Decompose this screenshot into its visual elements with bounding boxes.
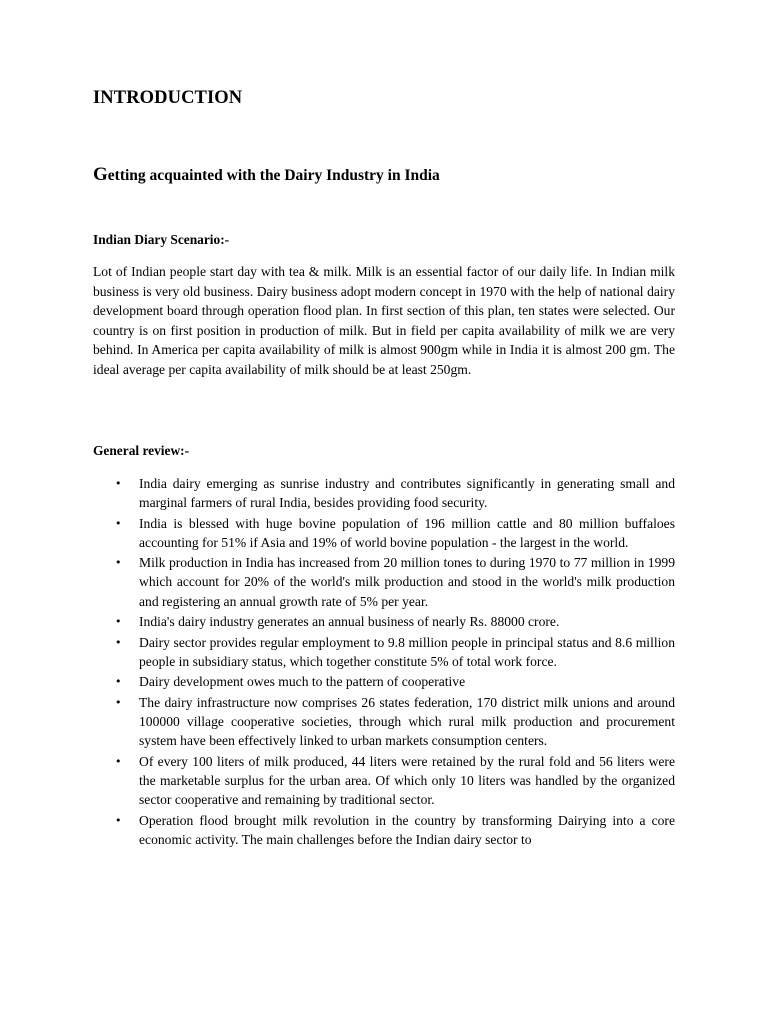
list-item-text: Of every 100 liters of milk produced, 44 liters were retained by the rural fold and 56 liters were the marketable surplus for the urban area. Of which only 10 liters was handled by the organized sector cooperative and remaining by traditional sector. — [139, 753, 675, 807]
list-item — [93, 553, 675, 610]
bullet-icon: • — [115, 675, 122, 689]
list-item — [93, 693, 675, 750]
list-item-text: India is blessed with huge bovine population of 196 million cattle and 80 million buffaloes accounting for 51% if Asia and 19% of world bovine population - the largest in the world. — [139, 515, 675, 550]
bullet-icon: • — [115, 635, 122, 649]
bullet-icon: • — [115, 813, 122, 827]
list-item — [93, 811, 675, 849]
bullet-icon: • — [115, 516, 122, 530]
subtitle-initial: G — [93, 164, 108, 185]
list-item-text: India dairy emerging as sunrise industry and contributes significantly in generating small and marginal farmers of rural India, besides providing food security. — [139, 476, 675, 511]
list-item-text: The dairy infrastructure now comprises 26 states federation, 170 district milk unions and around 100000 village cooperative societies, through which rural milk production and procurement system have been effectively linked to urban markets consumption centers. — [139, 695, 675, 749]
bullet-icon: • — [115, 556, 122, 570]
scenario-heading: Indian Diary Scenario:- — [93, 232, 230, 247]
subtitle-text: etting acquainted with the Dairy Industry in India — [107, 167, 440, 184]
list-item — [93, 752, 675, 809]
scenario-paragraph: Lot of Indian people start day with tea & milk. Milk is an essential factor of our daily life. In Indian milk business is very old business. Dairy business adopt modern concept in 1970 with the help of national dairy development board through operation flood plan. In first section of this plan, ten states were selected. Our country is on first position in production of milk. But in field per capita availability of milk we are very behind. In America per capita availability of milk is almost 900gm while in India it is almost 200 gm. The ideal average per capita availability of milk should be at least 250gm. — [93, 264, 675, 377]
bullet-icon: • — [115, 696, 122, 710]
list-item-text: India's dairy industry generates an annual business of nearly Rs. 88000 crore. — [139, 614, 560, 630]
document-subtitle — [93, 164, 440, 186]
review-heading: General review:- — [93, 443, 190, 458]
page-title: INTRODUCTION — [93, 88, 243, 108]
bullet-icon: • — [115, 477, 122, 490]
list-item — [93, 633, 675, 671]
list-item — [93, 672, 675, 691]
list-item-text: Milk production in India has increased from 20 million tones to during 1970 to 77 million in 1999 which account for 20% of the world's milk production and stood in the world's milk production and registering an annual growth rate of 5% per year. — [139, 555, 675, 609]
list-item — [93, 612, 675, 631]
list-item — [93, 514, 675, 552]
bullet-icon: • — [115, 615, 122, 629]
review-bullet-list — [93, 474, 675, 850]
list-item-text: Operation flood brought milk revolution in the country by transforming Dairying into a core economic activity. The main challenges before the Indian dairy sector to — [139, 812, 675, 847]
list-item — [93, 474, 675, 512]
list-item-text: Dairy development owes much to the pattern of cooperative — [139, 674, 466, 690]
list-item-text: Dairy sector provides regular employment to 9.8 million people in principal status and 8.6 million people in subsidiary status, which together constitute 5% of total work force. — [139, 634, 675, 669]
bullet-icon: • — [115, 754, 122, 768]
